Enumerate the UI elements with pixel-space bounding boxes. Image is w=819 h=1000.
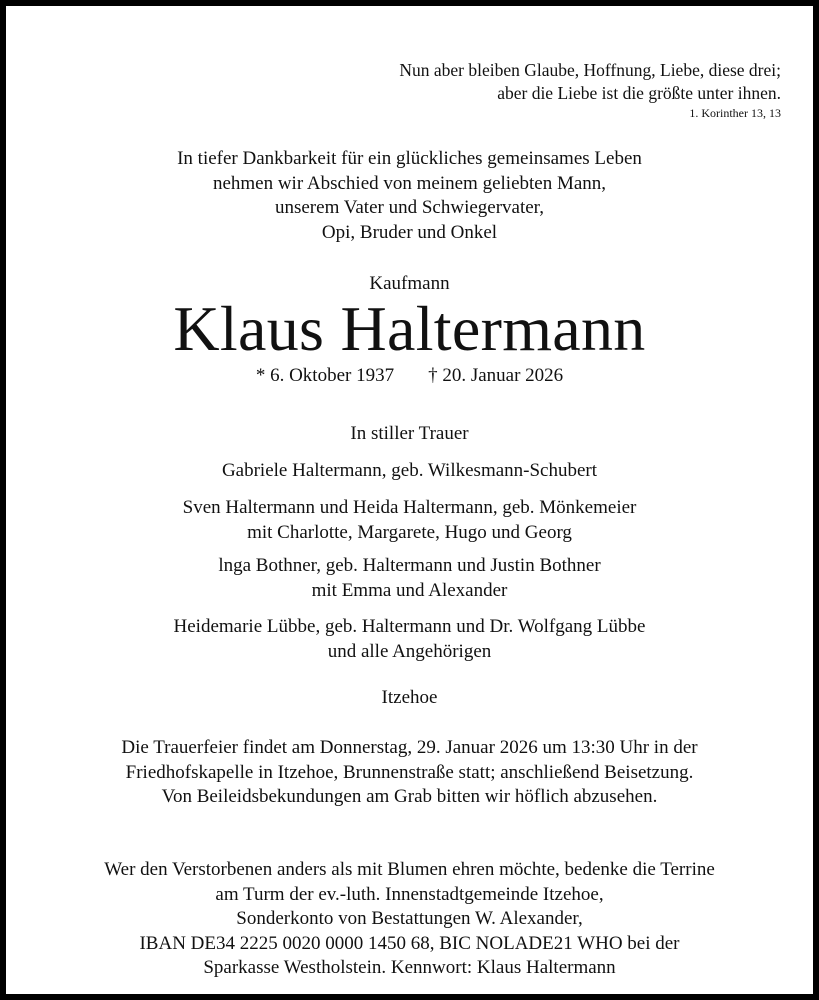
mourner-line: lnga Bothner, geb. Haltermann und Justin Bothner [218,555,601,576]
place-name: Itzehoe [381,687,438,708]
mourner-group [6,554,813,603]
mourner-line: Heidemarie Lübbe, geb. Haltermann und Dr. Wolfgang Lübbe [173,616,646,637]
verse-line: aber die Liebe ist die größte unter ihnen. [497,83,781,103]
intro-line: unserem Vater und Schwiegervater, [274,197,544,218]
donation-line: IBAN DE34 2225 0020 0000 1450 68, BIC NOLADE21 WHO bei der [139,932,680,954]
ceremony-line: Friedhofskapelle in Itzehoe, Brunnenstraße statt; anschließend Beisetzung. [125,761,694,783]
bible-verse [399,59,781,122]
mourner-group [6,615,813,664]
intro-text [6,147,813,245]
mourners-heading [6,422,813,447]
verse-reference: 1. Korinther 13, 13 [689,106,781,120]
mourner-group [6,459,813,484]
donation-line: Wer den Verstorbenen anders als mit Blumen ehren möchte, bedenke die Terrine [104,859,715,880]
deceased-name: Klaus Haltermann [173,293,646,364]
mourners-heading-text: In stiller Trauer [350,423,469,444]
mourner-line: Gabriele Haltermann, geb. Wilkesmann-Schubert [221,460,598,481]
donation-line: Sonderkonto von Bestattungen W. Alexander, [236,908,583,929]
intro-line: In tiefer Dankbarkeit für ein glückliches gemeinsames Leben [177,148,642,169]
mourner-line: mit Emma und Alexander [311,579,508,601]
ceremony-line: Die Trauerfeier findet am Donnerstag, 29. Januar 2026 um 13:30 Uhr in der [121,737,698,758]
donation-line: am Turm der ev.-luth. Innenstadtgemeinde Itzehoe, [215,883,604,905]
place [6,686,813,711]
mourner-line: und alle Angehörigen [327,640,492,662]
life-dates [6,364,813,389]
ceremony-info [6,736,813,810]
death-date: † 20. Januar 2026 [428,365,564,386]
profession-label: Kaufmann [369,273,450,294]
ceremony-line: Von Beileidsbekundungen am Grab bitten wir höflich abzusehen. [161,786,658,807]
donation-info [6,858,813,981]
mourner-line: Sven Haltermann und Heida Haltermann, geb. Mönkemeier [182,497,637,518]
mourner-group [6,496,813,545]
mourner-line: mit Charlotte, Margarete, Hugo und Georg [247,521,572,543]
verse-line: Nun aber bleiben Glaube, Hoffnung, Liebe, diese drei; [399,60,781,80]
birth-date: * 6. Oktober 1937 [255,365,395,386]
obituary-notice [6,6,813,994]
intro-line: Opi, Bruder und Onkel [321,221,498,243]
donation-line: Sparkasse Westholstein. Kennwort: Klaus Haltermann [203,957,616,978]
intro-line: nehmen wir Abschied von meinem geliebten Mann, [212,172,607,194]
